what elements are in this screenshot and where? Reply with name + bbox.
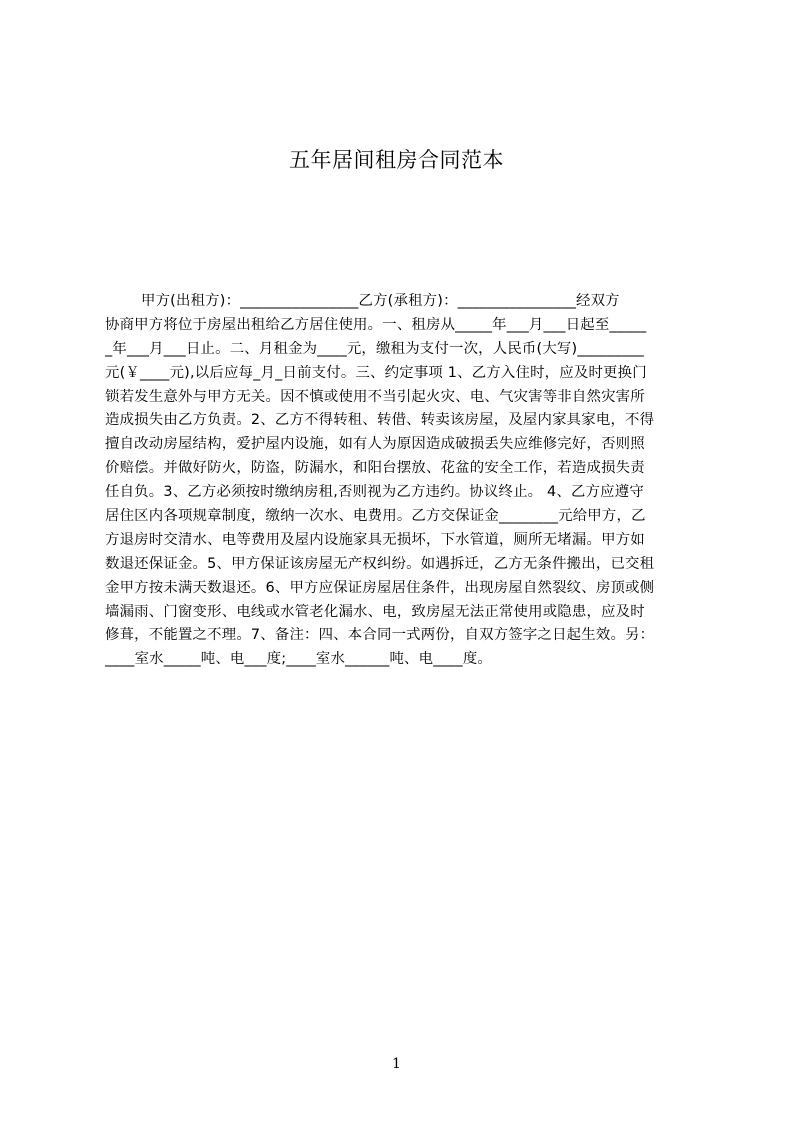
page-number: 1	[392, 1056, 401, 1072]
body-line: 擅自改动房屋结构，爱护屋内设施，如有人为原因造成破损丢失应维修完好，否则照	[105, 436, 645, 453]
body-line: 修葺，不能置之不理。7、备注：四、本合同一式两份，自双方签字之日起生效。另：	[105, 627, 655, 644]
body-line: 任自负。3、乙方必须按时缴纳房租,否则视为乙方违约。协议终止。 4、乙方应遵守	[105, 484, 644, 501]
body-line: 锁若发生意外与甲方无关。因不慎或使用不当引起火灾、电、气灾害等非自然灾害所	[105, 388, 645, 405]
body-line: ____室水_____吨、电___度;____室水______吨、电____度。	[105, 651, 493, 668]
body-line: 甲方(出租方)：________________乙方(承租方)：________________经双方	[141, 293, 620, 309]
body-line: 元(￥____元),以后应每_月_日前支付。三、约定事项 1、乙方入住时，应及时更换门	[105, 364, 647, 381]
body-line: 数退还保证金。5、甲方保证该房屋无产权纠纷。如遇拆迁，乙方无条件搬出，已交租	[105, 555, 655, 572]
body-line: _年___月___日止。二、月租金为____元，缴租为支付一次，人民币(大写)_________	[105, 340, 644, 357]
body-line: 居住区内各项规章制度，缴纳一次水、电费用。乙方交保证金________元给甲方，乙	[105, 508, 646, 525]
body-line: 价赔偿。并做好防火，防盗，防漏水，和阳台摆放、花盆的安全工作，若造成损失责	[105, 460, 645, 477]
body-line: 方退房时交清水、电等费用及屋内设施家具无损坏，下水管道，厕所无堵漏。甲方如	[105, 531, 645, 548]
body-line: 协商甲方将位于房屋出租给乙方居住使用。一、租房从_____年___月___日起至_____	[105, 316, 647, 333]
contract-body	[105, 290, 698, 672]
document-title: 五年居间租房合同范本	[289, 148, 504, 172]
body-line: 造成损失由乙方负责。2、乙方不得转租、转借、转卖该房屋，及屋内家具家电，不得	[105, 412, 655, 429]
body-line: 墙漏雨、门窗变形、电线或水管老化漏水、电，致房屋无法正常使用或隐患，应及时	[105, 603, 645, 620]
body-line: 金甲方按未满天数退还。6、甲方应保证房屋居住条件，出现房屋自然裂纹、房顶或侧	[105, 579, 655, 596]
